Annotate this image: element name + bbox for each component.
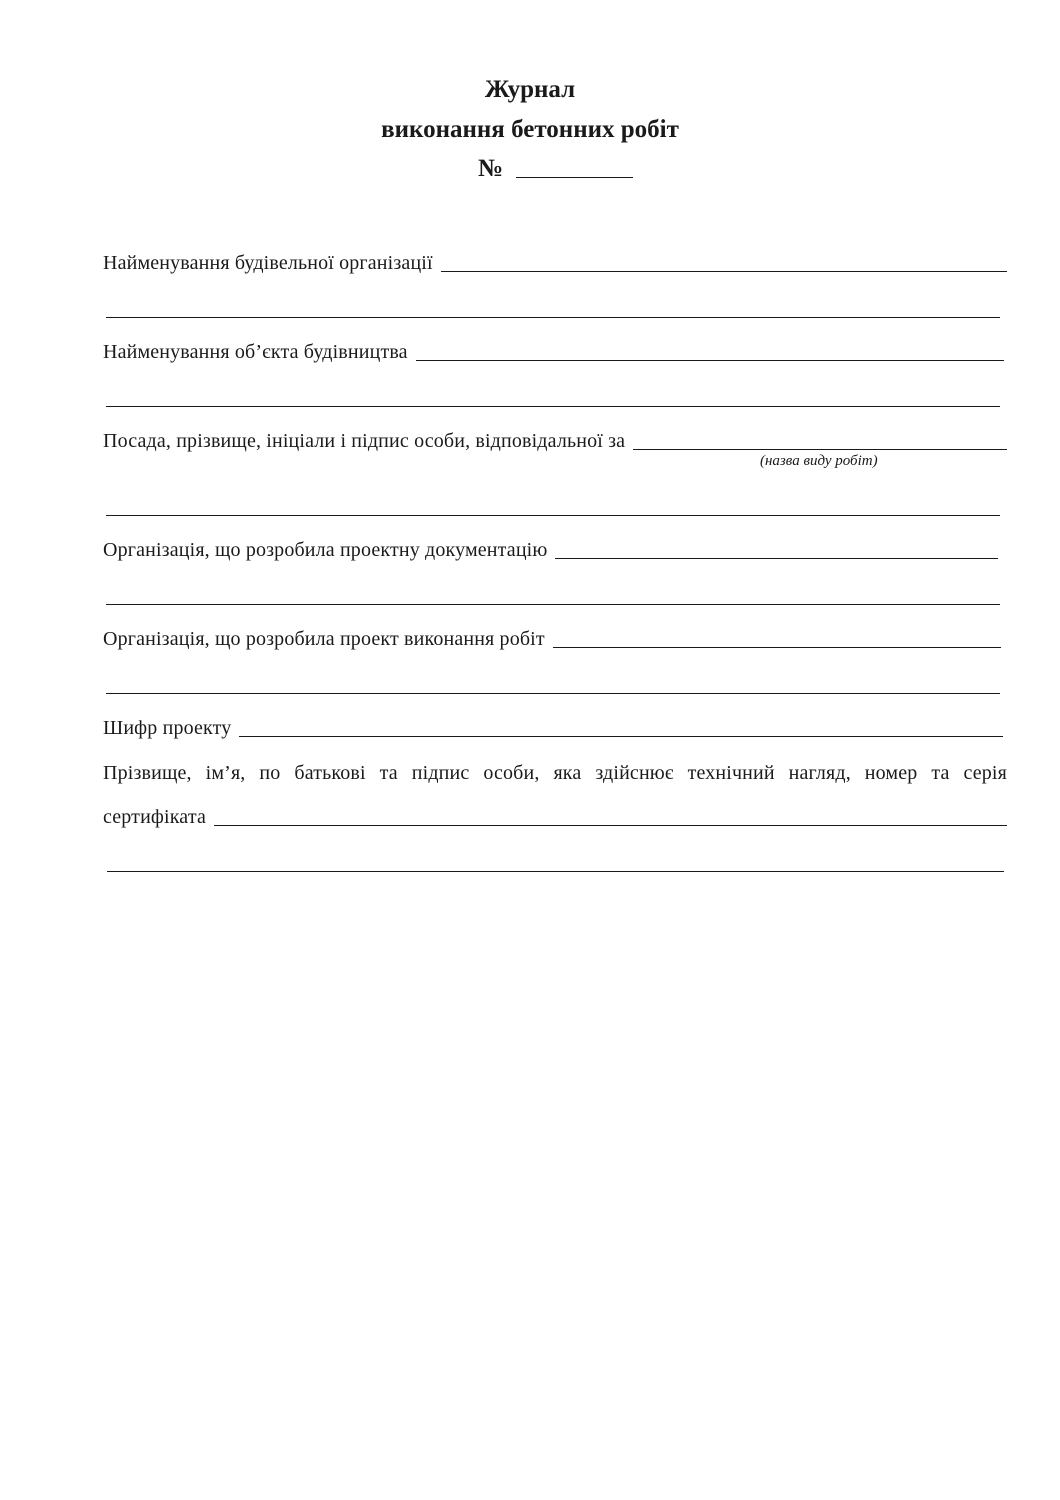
construction-org-label: Найменування будівельної організації xyxy=(103,252,433,274)
number-sign: № xyxy=(478,155,504,182)
construction-object-row xyxy=(103,342,1004,362)
document-subtitle: виконання бетонних робіт xyxy=(381,116,679,143)
certificate-label: сертифіката xyxy=(103,806,206,828)
work-project-org-row xyxy=(103,629,1001,649)
construction-org-row xyxy=(103,253,1007,273)
document-title: Журнал xyxy=(484,76,576,103)
design-doc-org-label: Організація, що розробила проектну документацію xyxy=(103,539,548,561)
responsible-person-row xyxy=(103,431,1007,451)
supervisor-label: Прізвище, ім’я, по батькові та підпис особи, яка здійснює технічний нагляд, номер та серія xyxy=(103,762,1007,784)
responsible-person-field[interactable] xyxy=(106,515,1000,516)
work-project-org-field-line2[interactable] xyxy=(106,693,1000,694)
work-type-hint: (назва виду робіт) xyxy=(760,453,878,469)
work-project-org-label: Організація, що розробила проект виконання робіт xyxy=(103,628,545,650)
construction-object-field-line2[interactable] xyxy=(106,406,1000,407)
construction-org-field-line2[interactable] xyxy=(106,317,1000,318)
responsible-person-label: Посада, прізвище, ініціали і підпис особи, відповідальної за xyxy=(103,430,626,452)
certificate-row xyxy=(103,807,1007,827)
work-type-field[interactable] xyxy=(633,449,1007,450)
journal-number-field[interactable] xyxy=(516,177,633,178)
supervisor-field[interactable] xyxy=(107,871,1004,872)
certificate-field[interactable] xyxy=(214,825,1007,826)
construction-object-field[interactable] xyxy=(416,360,1004,361)
project-code-row xyxy=(103,718,1003,738)
design-doc-org-row xyxy=(103,540,998,560)
project-code-label: Шифр проекту xyxy=(103,717,232,739)
project-code-field[interactable] xyxy=(239,736,1003,737)
design-doc-org-field-line2[interactable] xyxy=(106,604,1000,605)
construction-object-label: Найменування об’єкта будівництва xyxy=(103,341,408,363)
construction-org-field[interactable] xyxy=(441,271,1007,272)
work-project-org-field[interactable] xyxy=(553,647,1001,648)
design-doc-org-field[interactable] xyxy=(555,558,998,559)
